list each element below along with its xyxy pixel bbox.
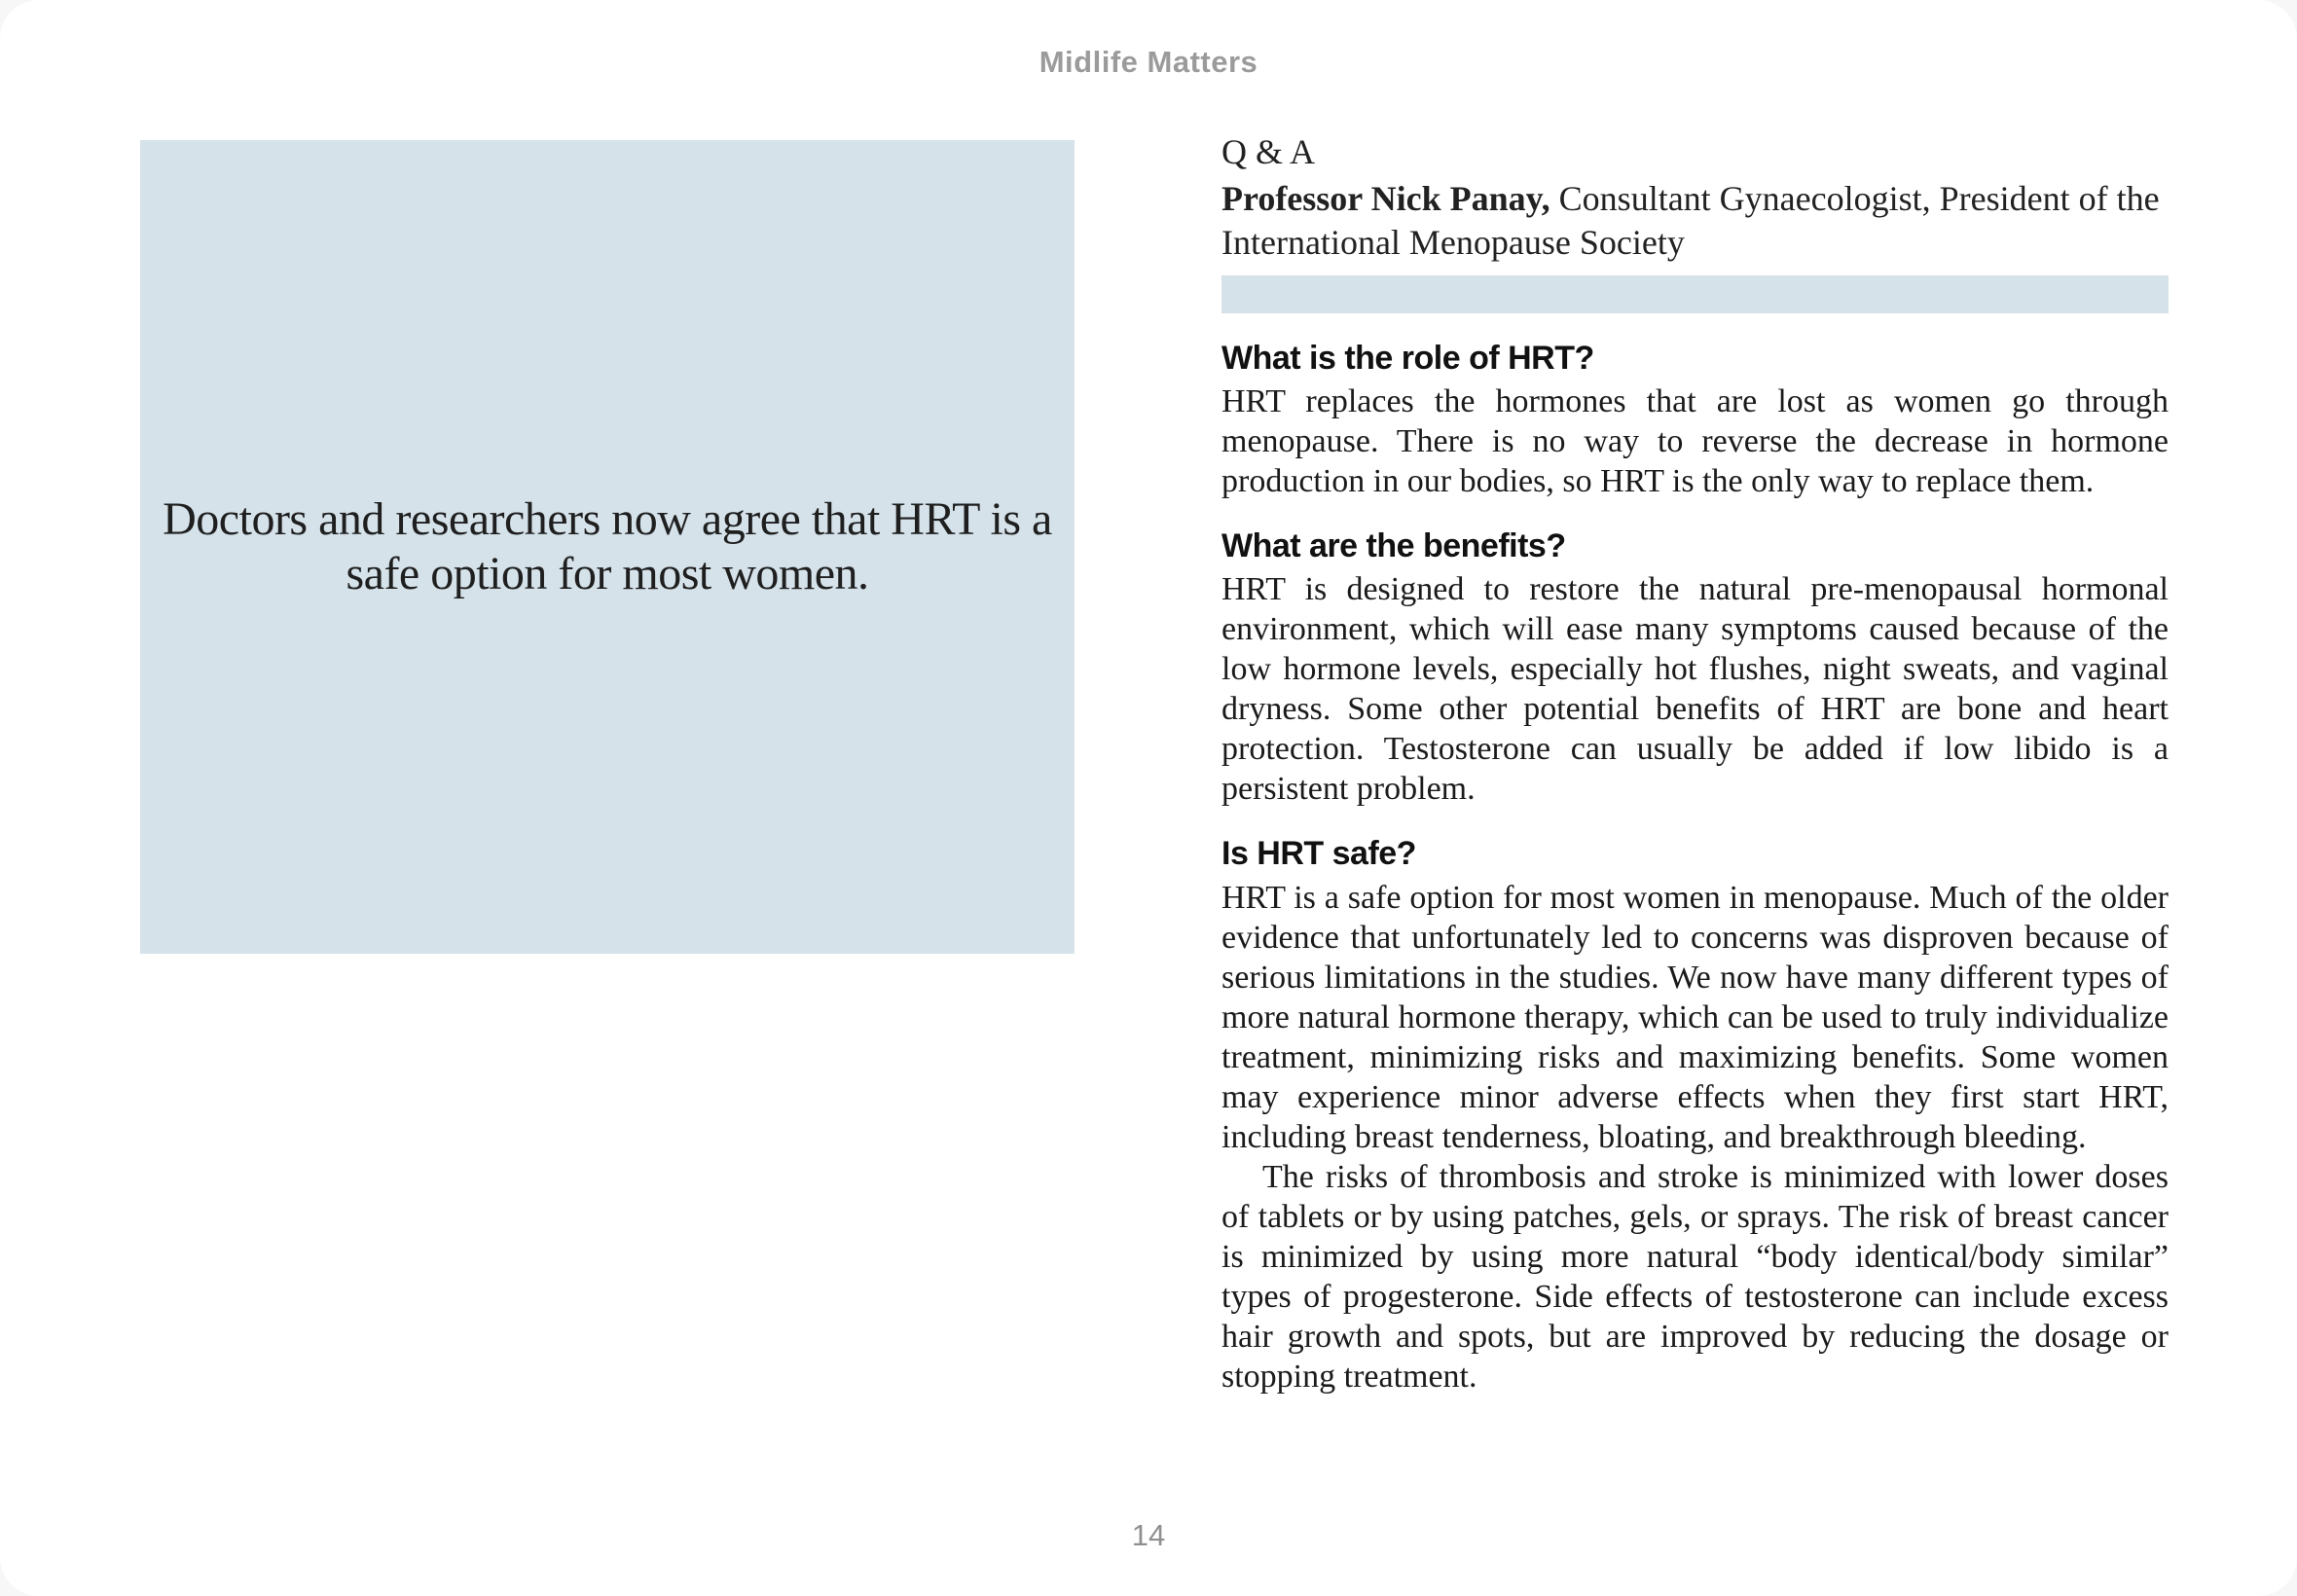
qa-answer-paragraph: HRT is designed to restore the natural pre-menopausal hormonal environment, which will ease many symptoms caused because of the low hormone levels, especially hot flushes, night sweats, and vaginal dryness. Some other potential benefits of HRT are bone and heart protection. Testosterone can usually be added if low libido is a persistent problem. xyxy=(1221,571,2169,808)
qa-question: What are the benefits? xyxy=(1221,526,1566,564)
qa-section-is-hrt-safe xyxy=(1221,836,2169,1396)
qa-section-role-of-hrt xyxy=(1221,341,2169,501)
qa-byline-name: Professor Nick Panay, xyxy=(1221,178,1550,218)
qa-column xyxy=(1221,134,2169,1396)
pull-quote-box xyxy=(140,140,1075,954)
qa-byline xyxy=(1221,177,2169,266)
qa-answer-paragraph: HRT is a safe option for most women in menopause. Much of the older evidence that unfortunately led to concerns was disproven because of serious limitations in the studies. We now have many different types of more natural hormone therapy, which can be used to truly individualize treatment, minimizing risks and maximizing benefits. Some women may experience minor adverse effects when they first start HRT, including breast tenderness, bloating, and breakthrough bleeding. xyxy=(1221,879,2169,1155)
qa-question: What is the role of HRT? xyxy=(1221,339,1594,377)
qa-question: Is HRT safe? xyxy=(1221,835,1416,873)
running-header-title: Midlife Matters xyxy=(1039,45,1258,79)
pull-quote-text: Doctors and researchers now agree that HRT is a safe option for most women. xyxy=(163,493,1052,599)
qa-byline-role: Consultant Gynaecologist, President of the International Menopause Society xyxy=(1221,178,2160,263)
qa-kicker: Q & A xyxy=(1221,132,1316,171)
qa-section-benefits xyxy=(1221,528,2169,809)
highlight-bar xyxy=(1221,275,2169,313)
page-number: 14 xyxy=(1131,1518,1166,1552)
qa-answer-paragraph: HRT replaces the hormones that are lost as women go through menopause. There is no way to reverse the decrease in hormone production in our bodies, so HRT is the only way to replace them. xyxy=(1221,382,2169,499)
qa-answer-paragraph: The risks of thrombosis and stroke is minimized with lower doses of tablets or by using patches, gels, or sprays. The risk of breast cancer is minimized by using more natural “body identical/body similar” types of progesterone. Side effects of testosterone can include excess hair growth and spots, but are improved by reducing the dosage or stopping treatment. xyxy=(1221,1158,2169,1395)
